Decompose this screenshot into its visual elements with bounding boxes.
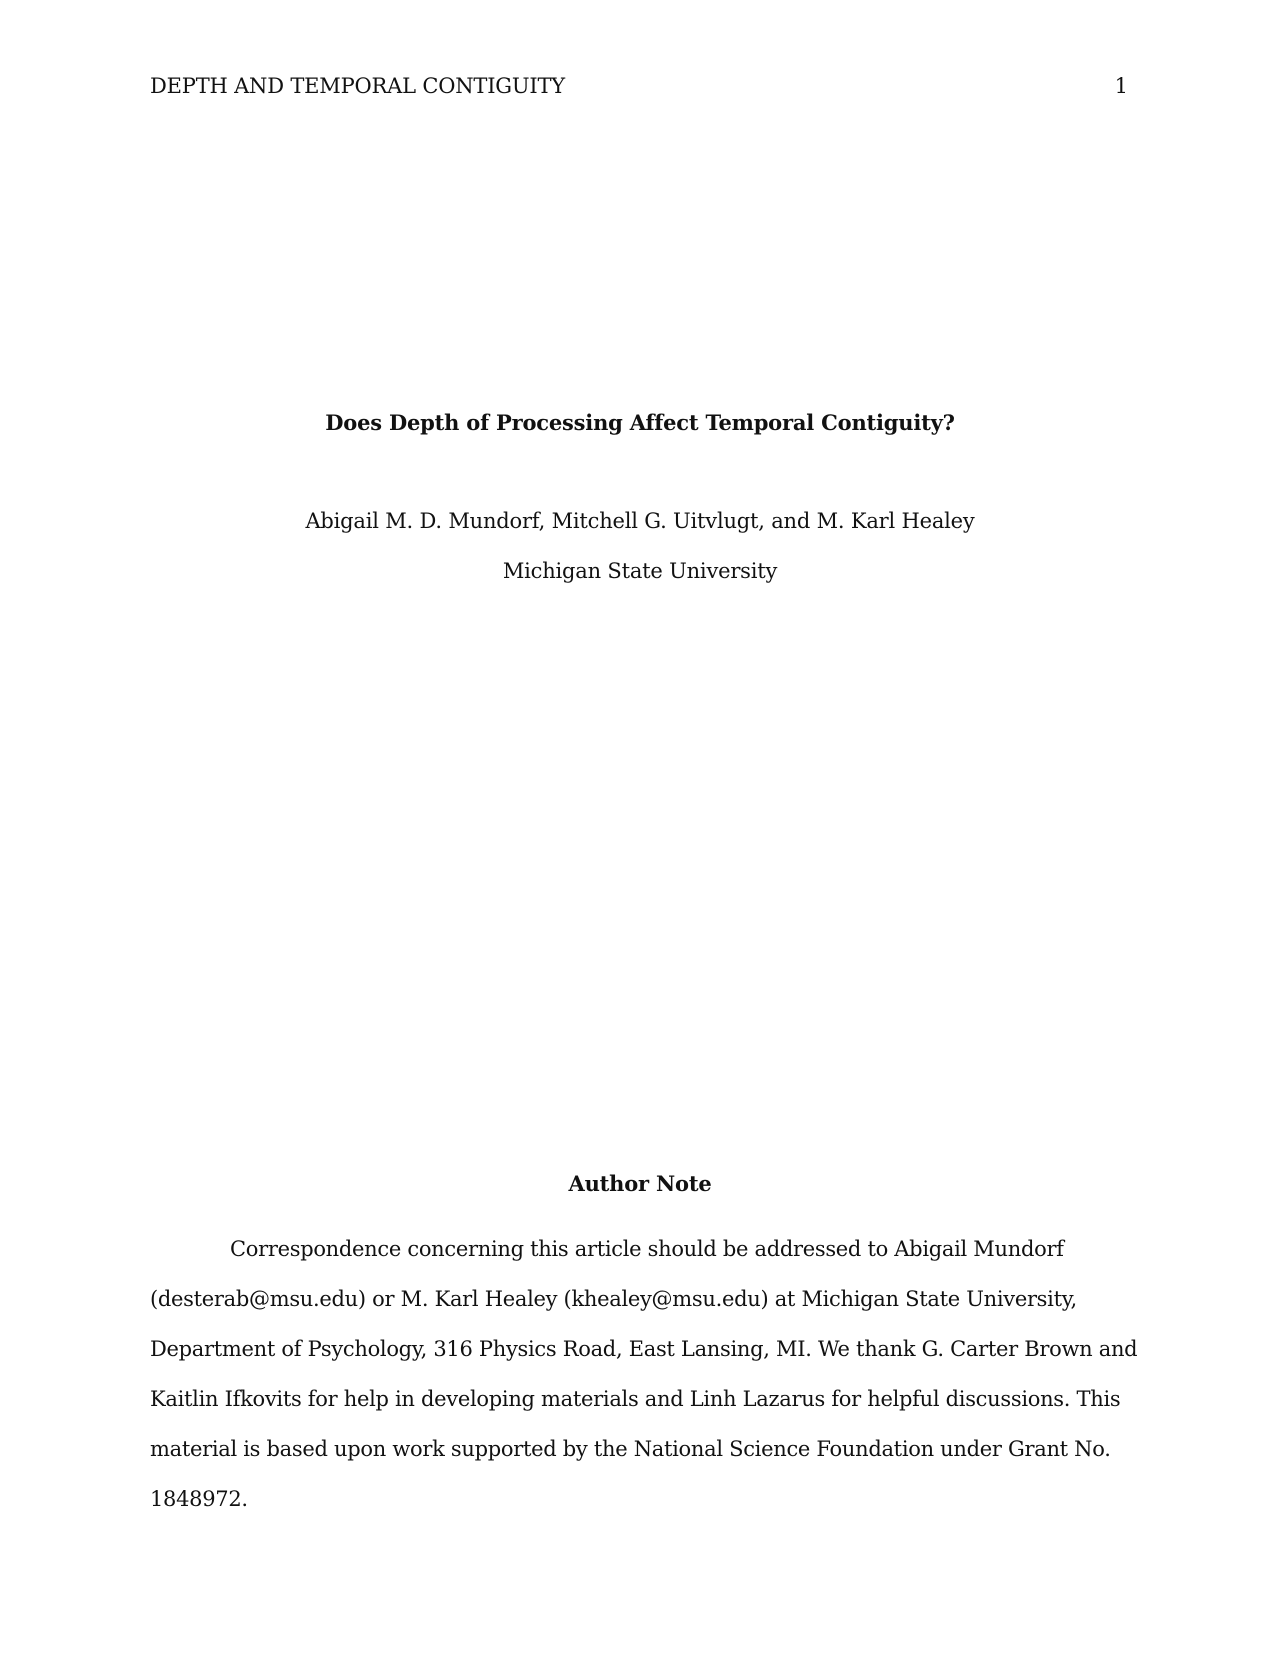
author-note-line: 1848972. [150, 1487, 248, 1511]
author-list: Abigail M. D. Mundorf, Mitchell G. Uitvlugt, and M. Karl Healey [305, 509, 975, 533]
paper-title: Does Depth of Processing Affect Temporal Contiguity? [325, 410, 955, 435]
author-note-line: Kaitlin Ifkovits for help in developing materials and Linh Lazarus for helpful discussions. This [150, 1387, 1121, 1411]
affiliation: Michigan State University [502, 559, 778, 583]
author-note-heading: Author Note [568, 1171, 712, 1196]
author-note-paragraph [150, 1224, 1138, 1524]
author-note-line: Department of Psychology, 316 Physics Road, East Lansing, MI. We thank G. Carter Brown and [150, 1337, 1138, 1361]
author-note-line: material is based upon work supported by the National Science Foundation under Grant No. [150, 1437, 1111, 1461]
running-head: DEPTH AND TEMPORAL CONTIGUITY [150, 74, 565, 98]
author-note-line: Correspondence concerning this article should be addressed to Abigail Mundorf [230, 1237, 1064, 1261]
author-note-line: (desterab@msu.edu) or M. Karl Healey (khealey@msu.edu) at Michigan State University, [150, 1287, 1077, 1311]
page-number: 1 [1114, 74, 1128, 98]
